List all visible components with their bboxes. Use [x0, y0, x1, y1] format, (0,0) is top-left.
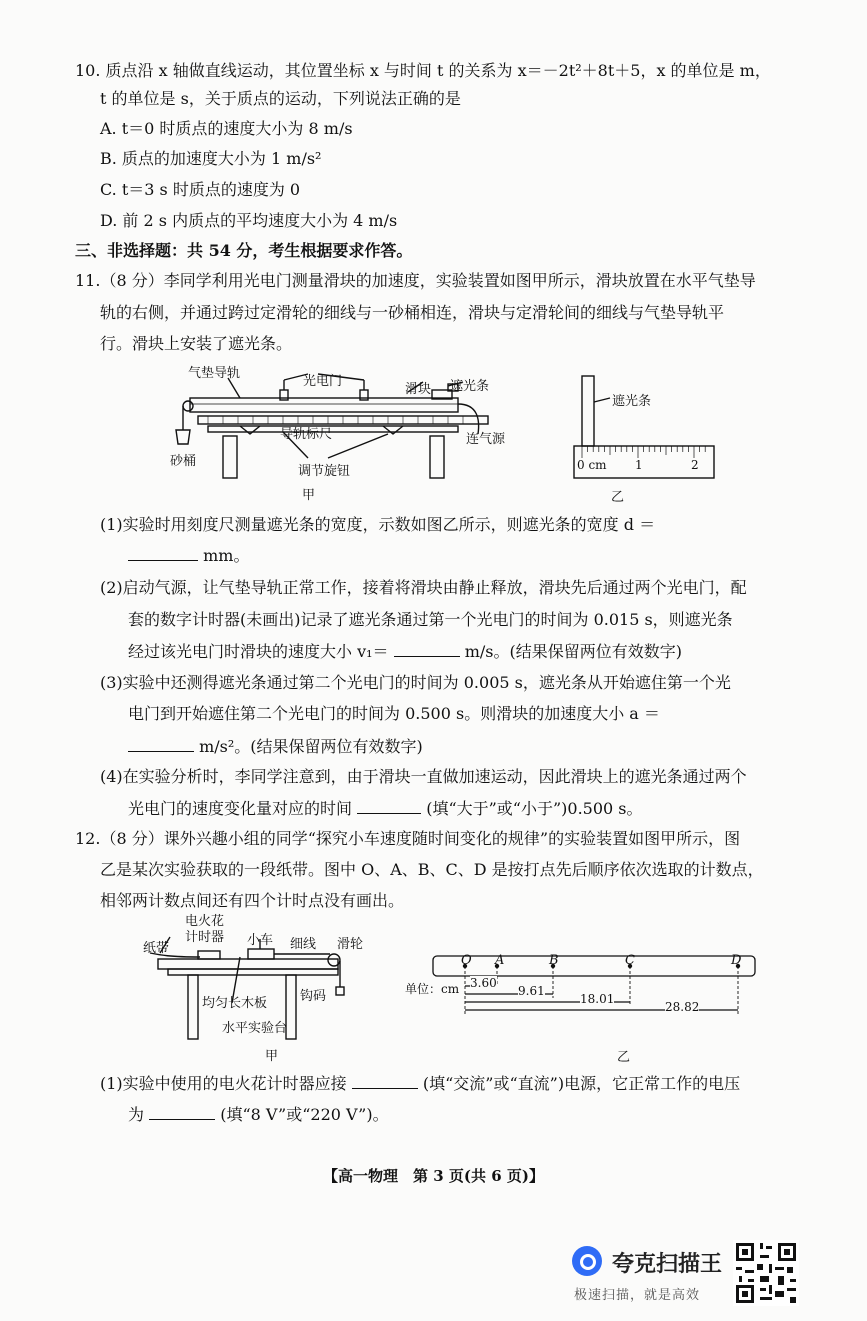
answer-blank-voltage[interactable]: [149, 1103, 215, 1120]
q12-stem-line1: 12.（8 分）课外兴趣小组的同学“探究小车速度随时间变化的规律”的实验装置如图甲所示，图: [75, 829, 741, 848]
shading-strip-detail: [582, 376, 594, 446]
q10-stem-line2: t 的单位是 s，关于质点的运动，下列说法正确的是: [100, 89, 461, 108]
q11-part3-line2: 电门到开始遮住第二个光电门的时间为 0.500 s。则滑块的加速度大小 a ＝: [128, 704, 660, 723]
q12-figure-yi-caption: 乙: [617, 1050, 631, 1065]
label-spark-timer-1: 电火花: [185, 914, 225, 929]
lab-table-top: [168, 969, 338, 975]
ruler-tick-2: 2: [691, 458, 699, 472]
dim-OB-value: 9.61: [518, 984, 545, 998]
q10-option-c: C. t＝3 s 时质点的速度为 0: [100, 180, 301, 199]
label-shading-strip-yi: 遮光条: [612, 394, 652, 409]
q10-option-b: B. 质点的加速度大小为 1 m/s²: [100, 149, 322, 168]
knob-left: [240, 426, 260, 434]
q10-option-a: A. t＝0 时质点的速度大小为 8 m/s: [100, 119, 353, 138]
table-leg-right: [286, 975, 296, 1039]
q11-figure-jia-caption: 甲: [302, 488, 316, 503]
q12-part1-line2: [128, 1103, 867, 1126]
watermark-slogan: 极速扫描，就是高效: [574, 1288, 701, 1303]
q11-part1-answer-line: [128, 544, 867, 567]
page-footer: 【高一物理 第 3 页(共 6 页)】: [323, 1167, 544, 1185]
q12-stem-line2: 乙是某次实验获取的一段纸带。图中 O、A、B、C、D 是按打点先后顺序依次选取的计数点，: [100, 860, 764, 879]
qr-code-icon: [733, 1240, 799, 1306]
q11-part4-line1: (4)在实验分析时，李同学注意到，由于滑块一直做加速运动，因此滑块上的遮光条通过两个: [100, 767, 747, 786]
dim-OD-value: 28.82: [665, 1000, 700, 1014]
q11-stem-line1: 11.（8 分）李同学利用光电门测量滑块的加速度，实验装置如图甲所示，滑块放置在水平气垫导: [75, 271, 756, 290]
q11-part1: [100, 514, 867, 536]
quark-logo-icon: [572, 1246, 602, 1276]
q12-figure-jia-caption: 甲: [265, 1049, 279, 1064]
answer-blank-d[interactable]: [128, 544, 198, 561]
q12-part1-tail: (填“交流”或“直流”)电源，它正常工作的电压: [422, 1074, 741, 1093]
label-slider: 滑块: [405, 382, 432, 397]
q12-stem-line3: 相邻两计数点间还有四个计时点没有画出。: [100, 891, 405, 910]
table-leg-right: [430, 436, 444, 478]
q11-figure-yi-caption: 乙: [611, 490, 625, 505]
pulley: [183, 401, 193, 411]
answer-blank-source[interactable]: [352, 1072, 418, 1089]
q11-part1-unit: mm。: [203, 546, 250, 565]
answer-blank-time[interactable]: [357, 797, 421, 814]
q11-part2-line3: [128, 640, 867, 663]
q11-part3-line1: (3)实验中还测得遮光条通过第二个光电门的时间为 0.005 s，遮光条从开始遮住第一个光: [100, 673, 731, 692]
answer-blank-a[interactable]: [128, 735, 194, 752]
q11-stem-line2: 轨的右侧，并通过跨过定滑轮的细线与一砂桶相连，滑块与定滑轮间的细线与气垫导轨平: [100, 303, 725, 322]
label-spark-timer-2: 计时器: [185, 930, 225, 945]
q12-part1-text2: 为: [128, 1105, 145, 1124]
label-point-C: C: [625, 953, 635, 968]
label-long-board: 均匀长木板: [202, 996, 268, 1011]
label-air-track: 气垫导轨: [188, 366, 241, 381]
label-shading-strip: 遮光条: [450, 379, 490, 394]
paper-tape-strip: [433, 956, 755, 976]
label-sand-bucket: 砂桶: [170, 454, 197, 469]
q11-part4-tail: (填“大于”或“小于”)0.500 s。: [426, 799, 643, 818]
q10-stem-line1: 10. 质点沿 x 轴做直线运动，其位置坐标 x 与时间 t 的关系为 x＝－2t²＋8t＋5，x 的单位是 m，: [75, 61, 771, 80]
cart: [248, 949, 274, 959]
label-pulley: 滑轮: [337, 937, 364, 952]
tape-unit-label: 单位：cm: [405, 982, 460, 996]
q12-part1-line1: [100, 1072, 867, 1095]
label-paper-tape: 纸带: [143, 941, 170, 956]
dim-OA-value: 3.60: [470, 976, 497, 990]
watermark-brand: 夸克扫描王: [612, 1252, 723, 1277]
section-heading: 三、非选择题：共 54 分，考生根据要求作答。: [75, 241, 413, 260]
dim-OC-value: 18.01: [580, 992, 615, 1006]
q11-part1-text: (1)实验时用刻度尺测量遮光条的宽度，示数如图乙所示，则遮光条的宽度 d ＝: [100, 515, 656, 534]
q10-option-d: D. 前 2 s 内质点的平均速度大小为 4 m/s: [100, 211, 398, 230]
q12-part1-text: (1)实验中使用的电火花计时器应接: [100, 1074, 347, 1093]
spark-timer: [198, 951, 220, 959]
label-string: 细线: [290, 937, 317, 952]
q12-part1-tail2: (填“8 V”或“220 V”)。: [220, 1105, 389, 1124]
table-leg-left: [188, 975, 198, 1039]
q11-part2-line1: (2)启动气源，让气垫导轨正常工作，接着将滑块由静止释放，滑块先后通过两个光电门，配: [100, 578, 747, 597]
label-lab-table: 水平实验台: [222, 1021, 288, 1036]
ruler-tick-1: 1: [635, 458, 643, 472]
label-point-A: A: [495, 953, 505, 968]
label-cart: 小车: [247, 933, 274, 948]
q11-part4-text: 光电门的速度变化量对应的时间: [128, 799, 353, 818]
label-track-ruler: 导轨标尺: [280, 427, 333, 442]
ruler-tick-0: 0 cm: [577, 458, 607, 472]
label-point-B: B: [549, 953, 559, 968]
q11-part2-unit: m/s。(结果保留两位有效数字): [464, 642, 682, 661]
long-board: [158, 959, 338, 969]
label-point-D: D: [731, 953, 742, 968]
hook-weight: [336, 987, 344, 995]
knob-right: [383, 426, 403, 434]
q11-stem-line3: 行。滑块上安装了遮光条。: [100, 334, 293, 353]
q11-part2-line2: 套的数字计时器(未画出)记录了遮光条通过第一个光电门的时间为 0.015 s，则遮光条: [128, 610, 733, 629]
q11-part4-line2: [128, 797, 867, 820]
sand-bucket: [176, 430, 190, 444]
table-leg-left: [223, 436, 237, 478]
label-photogate: 光电门: [303, 374, 343, 389]
answer-blank-v1[interactable]: [394, 640, 460, 657]
air-track-rail: [190, 398, 458, 412]
q11-part3-unit: m/s²。(结果保留两位有效数字): [199, 737, 423, 756]
label-air-source: 连气源: [466, 432, 506, 447]
label-hook-weight: 钩码: [300, 989, 327, 1004]
label-point-O: O: [461, 953, 472, 968]
label-adjust-knob: 调节旋钮: [298, 464, 351, 479]
q11-part2-text: 经过该光电门时滑块的速度大小 v₁＝: [128, 642, 389, 661]
q11-part3-line3: [128, 735, 867, 758]
